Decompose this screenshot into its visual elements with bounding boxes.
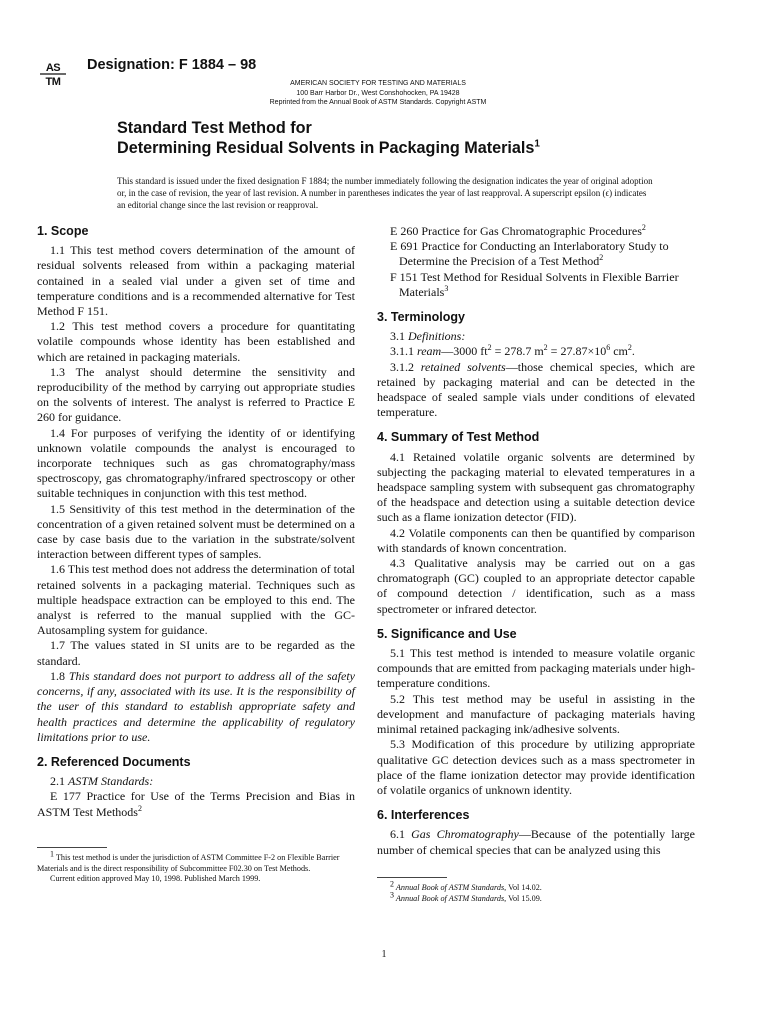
section-heading-significance: 5. Significance and Use [377, 626, 517, 641]
publisher-address: 100 Barr Harbor Dr., West Conshohocken, PA 19428 [296, 89, 460, 97]
svg-text:AS: AS [45, 62, 61, 74]
paragraph-6-1: 6.1 Gas Chromatography—Because of the potentially large number of chemical species that can be analyzed using this [377, 827, 696, 857]
footnote-2: $^2$ Annual Book of ASTM Standards, Vol 14.02. [390, 879, 542, 892]
section-heading-terminology: 3. Terminology [377, 310, 465, 325]
footnote-1 [37, 849, 357, 885]
footnote-3: $^3$ Annual Book of ASTM Standards, Vol 15.09. [390, 889, 542, 903]
footnote-1-edition: Current edition approved May 10, 1998. Published March 1999. [50, 874, 261, 883]
footnote-rule-right [377, 877, 447, 878]
paragraph-3-1: 3.1 Definitions: [390, 329, 466, 344]
paragraph-1-8: 1.8 This standard does not purport to address all of the safety concerns, if any, associated with its use. It is the responsibility of the user of this standard to establish appropriate safety and health practices and determine the applicability of regulatory limitations prior to use. [37, 668, 355, 744]
astm-logo [38, 52, 68, 92]
reference-e177: E 177 Practice for Use of the Terms Precision and Bias in ASTM Test Methods$^2$ [37, 789, 355, 819]
paragraph-4-2: 4.2 Volatile components can then be quantified by comparison with standards of known concentration. [377, 525, 695, 555]
paragraph-4-3: 4.3 Qualitative analysis may be carried out on a gas chromatograph (GC) coupled to an appropriate detector capable of compound detection / identification, such as a mass spectrometer or infrared detector. [377, 556, 695, 616]
section-heading-summary: 4. Summary of Test Method [377, 430, 540, 445]
paragraph-1-3: 1.3 The analyst should determine the sensitivity and reproducibility of the method by carrying out appropriate studies on the solvents of interest. The analyst is referred to Practice E 260 for guidance. [37, 364, 355, 425]
copyright-line: Reprinted from the Annual Book of ASTM Standards. Copyright ASTM [269, 99, 487, 106]
paragraph-5-3: 5.3 Modification of this procedure by utilizing appropriate qualitative GC detection devices such as a mass spectrometer in place of the flame ionization detector may provide identification of volatile organics of unknown identity. [377, 737, 695, 797]
publisher-block [230, 79, 526, 108]
footnote-1-text: $^1$ This test method is under the jurisdiction of ASTM Committee F-2 on Flexible Barrier Materials and is the direct responsibility of Subcommittee F02.30 on Test Methods. [37, 849, 340, 873]
designation: Designation: F 1884 – 98 [87, 57, 257, 73]
paragraph-4-1: 4.1 Retained volatile organic solvents are determined by subjecting the packaging material to elevated temperatures in a headspace sampling system with subsequent gas chromatography of the headspace and detection using a suitable detection device such as a flame ionization detector (FID). [377, 449, 695, 525]
svg-text:TM: TM [45, 76, 61, 88]
paragraph-5-1: 5.1 This test method is intended to measure volatile organic compounds that are emitted from packaging materials under high-temperature conditions. [377, 646, 695, 691]
section-heading-referenced-documents: 2. Referenced Documents [37, 754, 191, 769]
reference-e260: E 260 Practice for Gas Chromatographic Procedures$^2$ [390, 223, 646, 238]
paragraph-2-1: 2.1 ASTM Standards: [50, 774, 154, 789]
paragraph-1-6: 1.6 This test method does not address the determination of total retained solvents in a packaging material. Techniques such as multiple headspace extraction can be employed to this end. The analyst is referred to the manual supplied with the GC-Autosampling system for guidance. [37, 562, 355, 638]
publisher-name: AMERICAN SOCIETY FOR TESTING AND MATERIALS [290, 80, 466, 87]
paragraph-5-2: 5.2 This test method may be useful in assisting in the development and manufacture of packaging materials having minimal retained packaging ink/adhesive solvents. [377, 691, 695, 737]
page-number: 1 [381, 949, 387, 960]
document-title [117, 119, 637, 158]
section-heading-scope: 1. Scope [37, 224, 89, 238]
paragraph-1-1: 1.1 This test method covers determination of the amount of residual solvents released from within a packaging material contained in a sealed vial under a given set of time and temperature conditions and is a recommended alternative for Test Method F 151. [37, 243, 355, 319]
paragraph-3-1-1: 3.1.1 ream—3000 $ft^2 = 278.7$ $m^2 = 27.87\times 10^6$ $cm^2$. [390, 343, 635, 359]
paragraph-1-5: 1.5 Sensitivity of this test method in the determination of the concentration of a given retained solvent must be determined on a case by case basis due to the variation in the substrate/solvent interaction between different types of samples. [37, 501, 355, 562]
issuance-note: This standard is issued under the fixed designation F 1884; the number immediately following the designation indicates the year of original adoption or, in the case of revision, the year of last revision. A number in parentheses indicates the year of last reapproval. A superscript epsilon (ϵ) indicates an editorial change since the last revision or reapproval. [117, 176, 653, 210]
left-column [37, 224, 355, 820]
paragraph-3-1-2: 3.1.2 retained solvents—those chemical species, which are retained by packaging material and can be detected in the headspace of sealed sample vials under conditions of elevated temperature. [377, 359, 696, 420]
paragraph-1-7: 1.7 The values stated in SI units are to be regarded as the standard. [37, 638, 355, 668]
section-heading-interferences: 6. Interferences [377, 808, 470, 823]
title-line-2: Determining Residual Solvents in Packaging Materials$^1$ [117, 138, 540, 157]
footnote-rule-left [37, 847, 107, 848]
paragraph-1-2: 1.2 This test method covers a procedure for quantitating volatile compounds whose identity has been established and which are retained in packaging materials. [37, 319, 355, 364]
right-column [377, 224, 695, 858]
paragraph-1-4: 1.4 For purposes of verifying the identity of or identifying unknown volatile compounds the analyst is encouraged to incorporate techniques such as gas chromatography/mass spectroscopy, gas chromatography/infrared spectroscopy or other suitable techniques in conjunction with this test method. [37, 425, 355, 501]
title-footnote-mark: 1 [534, 138, 540, 150]
reference-e691: E 691 Practice for Conducting an Interlaboratory Study to Determine the Precision of a Test Method$^2$ [390, 239, 669, 269]
footnotes-right [377, 879, 695, 904]
reference-f151: F 151 Test Method for Residual Solvents in Flexible Barrier Materials$^3$ [390, 269, 679, 299]
title-line-1: Standard Test Method for [117, 119, 312, 137]
